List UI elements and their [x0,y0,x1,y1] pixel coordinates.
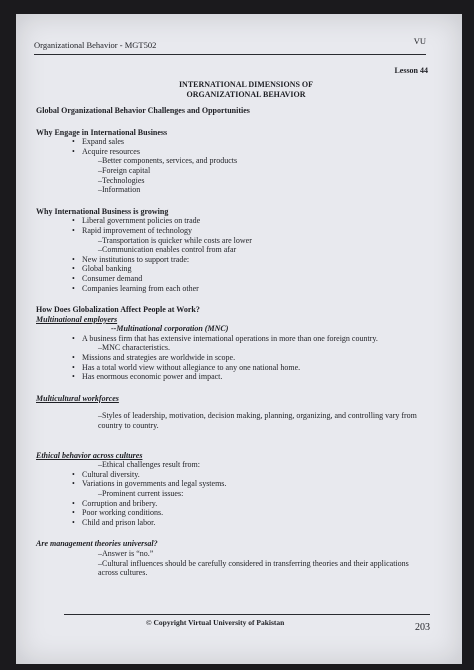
header-rule [34,54,426,55]
mnc-list [36,334,426,382]
list-item: • Has enormous economic power and impact. [36,372,426,382]
title-line-1: INTERNATIONAL DIMENSIONS OF [178,80,314,89]
list-item: • Liberal government policies on trade [36,216,426,226]
vu-logo: VU [413,36,426,46]
section-heading-why-growing: Why International Business is growing [36,206,169,216]
list-item: –Better components, services, and products [98,156,238,166]
list-item: • Rapid improvement of technology [36,226,426,236]
why-growing-list [36,216,426,293]
list-item: • Expand sales [36,137,426,147]
list-item: –Ethical challenges result from: [98,460,200,470]
list-item: • Missions and strategies are worldwide in scope. [36,353,426,363]
list-item: • New institutions to support trade: [36,255,426,265]
list-item: –Foreign capital [98,165,151,175]
list-item: • Child and prison labor. [36,518,426,528]
section-heading-why-engage: Why Engage in International Business [36,127,168,137]
theories-answer: –Answer is “no.” [98,548,154,558]
multicultural-text: –Styles of leadership, motivation, decision making, planning, organizing, and controlling vary from country to country. [98,411,417,431]
title-line-2: ORGANIZATIONAL BEHAVIOR [186,90,306,99]
copyright-text: © Copyright Virtual University of Pakistan [146,618,285,627]
list-item: –MNC characteristics. [98,343,170,353]
ethical-list [36,460,426,527]
section-heading-theories: Are management theories universal? [36,539,158,549]
subheading-multicultural: Multicultural workforces [36,393,119,403]
subheading-ethical: Ethical behavior across cultures [36,450,143,460]
page-title [146,80,346,100]
list-item: • Variations in governments and legal systems. [36,479,426,489]
theories-cultural: –Cultural influences should be carefully considered in transferring theories and their applications across cultures. [98,558,409,578]
lesson-number: Lesson 44 [394,66,428,75]
list-item: • Consumer demand [36,274,426,284]
list-item: –Technologies [98,175,145,185]
list-item: • Acquire resources [36,147,426,157]
list-item: –Transportation is quicker while costs are lower [98,235,252,245]
page-content [36,106,426,578]
list-item: –Information [98,185,141,195]
course-title: Organizational Behavior - MGT502 [34,40,157,50]
subheading-multinational-employers: Multinational employers [36,314,118,324]
document-page [16,14,462,664]
list-item: • A business firm that has extensive international operations in more than one foreign country. [36,334,426,344]
list-item: –Prominent current issues: [98,489,184,498]
footer-rule [64,614,430,615]
list-item: • Poor working conditions. [36,508,426,518]
section-heading-affect: How Does Globalization Affect People at Work? [36,305,200,315]
list-item: • Has a total world view without allegiance to any one national home. [36,363,426,373]
list-item: • Cultural diversity. [36,470,426,480]
list-item: • Companies learning from each other [36,284,426,294]
section-heading-global: Global Organizational Behavior Challenges and Opportunities [36,106,250,115]
list-item: • Corruption and bribery. [36,499,426,509]
page-number: 203 [415,622,430,633]
list-item: • Global banking [36,264,426,274]
list-item: –Communication enables control from afar [98,245,237,255]
why-engage-list [36,137,426,195]
subheading-mnc: --Multinational corporation (MNC) [111,324,229,334]
